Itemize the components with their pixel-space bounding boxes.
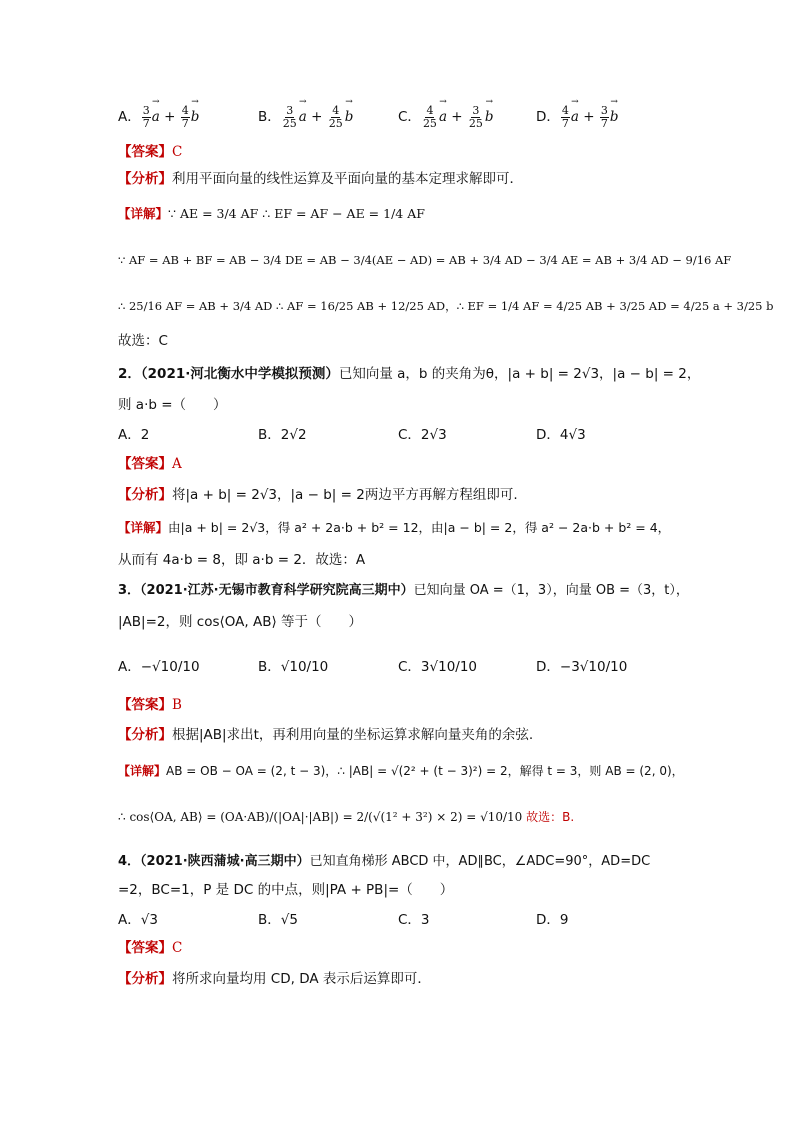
q2-option-a: A．2	[118, 427, 150, 443]
q1-answer: 【答案】C	[118, 144, 183, 160]
q2-detail-line-1: 【详解】由|a + b| = 2√3，得 a² + 2a·b + b² = 12，由|a − b| = 2，得 a² − 2a·b + b² = 4，	[118, 520, 671, 535]
q4-stem-line-2: =2，BC=1，P 是 DC 的中点，则|PA + PB|=（ ）	[118, 882, 454, 898]
q4-analysis: 【分析】将所求向量均用 CD, DA 表示后运算即可．	[118, 971, 431, 987]
q1-conclusion: 故选：C	[118, 333, 168, 349]
q1-detail-line-1: 【详解】∵ AE = 3/4 AF ∴ EF = AF − AE = 1/4 AF	[118, 206, 425, 221]
q1-detail-line-2: ∵ AF = AB + BF = AB − 3/4 DE = AB − 3/4(AE − AD) = AB + 3/4 AD − 3/4 AE = AB + 3/4 AD − 9/16 AF	[118, 253, 732, 267]
q3-stem-line-1: 3．（2021·江苏·无锡市教育科学研究院高三期中）已知向量 OA =（1，3），向量 OB =（3，t），	[118, 583, 689, 598]
q4-option-c: C．3	[398, 912, 430, 928]
q2-option-d: D．4√3	[536, 427, 586, 443]
q3-option-c: C．3√10/10	[398, 659, 478, 675]
q2-stem-line-1: 2．（2021·河北衡水中学模拟预测）已知向量 a，b 的夹角为θ，|a + b| = 2√3，|a − b| = 2，	[118, 366, 701, 382]
q1-option-b: B． $\frac{3}{25}$ → a + $\frac{4}{25}$ → b	[258, 105, 353, 130]
q4-stem-line-1: 4．（2021·陕西蒲城·高三期中）已知直角梯形 ABCD 中，AD∥BC，∠ADC=90°，AD=DC	[118, 854, 651, 869]
q1-analysis: 【分析】利用平面向量的线性运算及平面向量的基本定理求解即可．	[118, 171, 523, 187]
q2-option-c: C．2√3	[398, 427, 447, 443]
q3-stem-line-2: |AB|=2，则 cos⟨OA, AB⟩ 等于（ ）	[118, 614, 363, 630]
q2-option-b: B．2√2	[258, 427, 307, 443]
q3-detail-line-2: ∴ cos⟨OA, AB⟩ = (OA·AB)/(|OA|·|AB|) = 2/(√(1² + 3²) × 2) = √10/10 故选：B.	[118, 810, 575, 824]
q3-detail-line-1: 【详解】AB = OB − OA = (2, t − 3)，∴ |AB| = √(2² + (t − 3)²) = 2，解得 t = 3，则 AB = (2, 0)，	[118, 764, 684, 778]
q3-option-d: D．−3√10/10	[536, 659, 628, 675]
q3-answer: 【答案】B	[118, 697, 182, 713]
q3-option-a: A．−√10/10	[118, 659, 200, 675]
q1-detail-line-3: ∴ 25/16 AF = AB + 3/4 AD ∴ AF = 16/25 AB + 12/25 AD，∴ EF = 1/4 AF = 4/25 AB + 3/25 AD = 4/25 a + 3/25 b	[118, 299, 774, 313]
q2-answer: 【答案】A	[118, 456, 182, 472]
q4-option-a: A．√3	[118, 912, 158, 928]
q4-option-b: B．√5	[258, 912, 298, 928]
q4-option-d: D．9	[536, 912, 569, 928]
q1-option-d: D． $\frac{4}{7}$ → a + $\frac{3}{7}$ → b	[536, 105, 619, 130]
q2-detail-line-2: 从而有 4a·b = 8，即 a·b = 2．故选：A	[118, 552, 366, 568]
q3-option-b: B．√10/10	[258, 659, 329, 675]
q2-analysis: 【分析】将|a + b| = 2√3，|a − b| = 2两边平方再解方程组即可.	[118, 487, 518, 503]
q4-answer: 【答案】C	[118, 940, 183, 956]
q1-option-a: A． $\frac{3}{7}$ → a + $\frac{4}{7}$ → b	[118, 105, 199, 130]
q2-stem-line-2: 则 a·b =（ ）	[118, 397, 227, 413]
q3-analysis: 【分析】根据|AB|求出t，再利用向量的坐标运算求解向量夹角的余弦.	[118, 727, 534, 743]
q1-option-c: C． $\frac{4}{25}$ → a + $\frac{3}{25}$ → b	[398, 105, 494, 130]
